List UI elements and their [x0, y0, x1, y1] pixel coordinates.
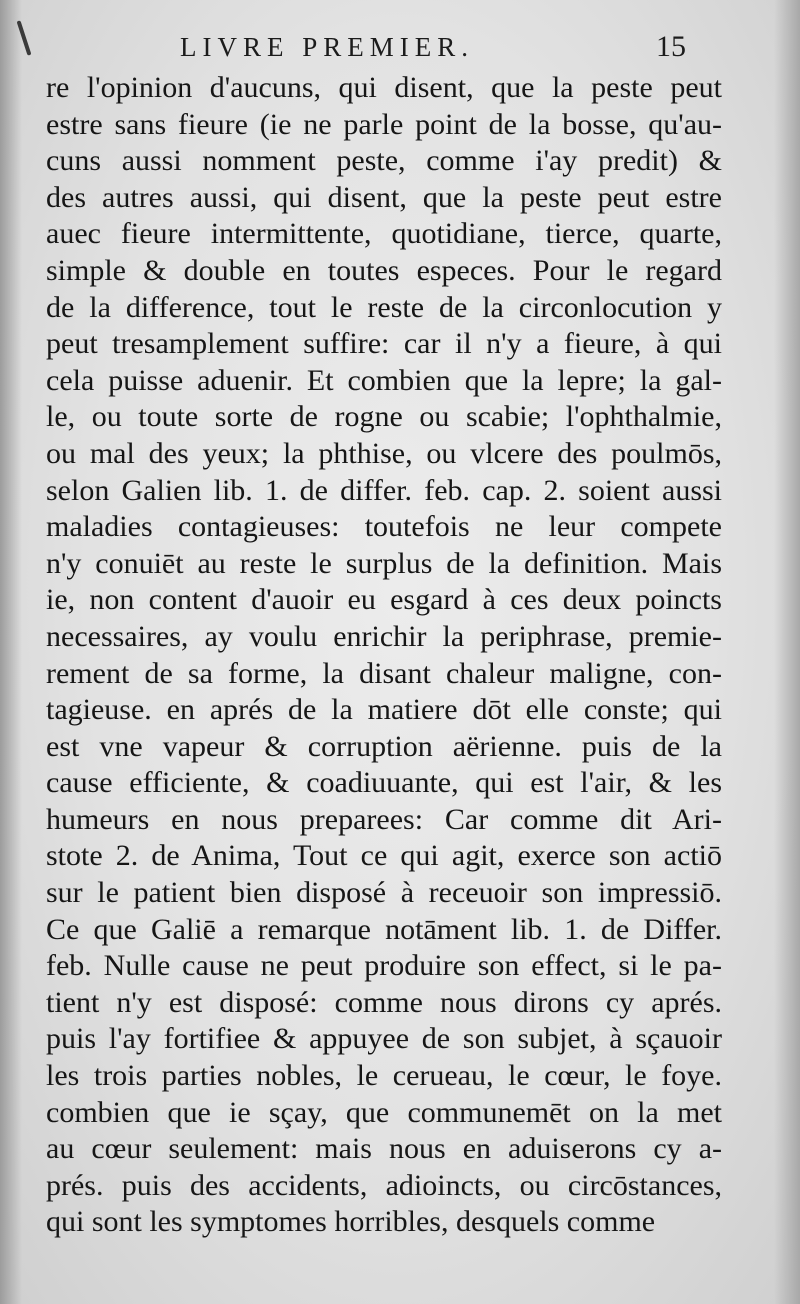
text-line: necessaires, ay voulu enrichir la periphrase, premie- [46, 619, 722, 653]
text-line: feb. Nulle cause ne peut produire son effect, si le pa- [46, 949, 722, 983]
text-line: tagieuse. en aprés de la matiere dōt elle conste; qui [46, 693, 722, 727]
text-line: re l'opinion d'aucuns, qui disent, que la peste peut [46, 71, 722, 104]
text-line: de la difference, tout le reste de la circonlocution y [46, 290, 722, 324]
running-title: LIVRE PREMIER. [180, 32, 475, 62]
text-line: simple & double en toutes especes. Pour le regard [46, 253, 722, 287]
body-text [46, 70, 722, 1241]
text-line: puis l'ay fortifiee & appuyee de son subjet, à sçauoir [46, 1022, 722, 1056]
text-line: les trois parties nobles, le cerueau, le cœur, le foye. [46, 1059, 722, 1093]
text-line: est vne vapeur & corruption aërienne. puis de la [46, 729, 722, 763]
text-line: combien que ie sçay, que communemēt on la met [46, 1095, 722, 1129]
page-shadow-left [0, 0, 22, 1304]
text-line: cuns aussi nomment peste, comme i'ay predit) & [46, 144, 722, 178]
text-line: rement de sa forme, la disant chaleur maligne, con- [46, 656, 722, 690]
text-line: cela puisse aduenir. Et combien que la lepre; la gal- [46, 363, 722, 397]
text-line: tient n'y est disposé: comme nous dirons cy aprés. [46, 985, 722, 1019]
text-line: stote 2. de Anima, Tout ce qui agit, exerce son actiō [46, 839, 722, 873]
text-line: estre sans fieure (ie ne parle point de la bosse, qu'au- [46, 107, 722, 141]
text-line: Ce que Galiē a remarque notāment lib. 1. de Differ. [46, 912, 722, 946]
page-shadow-right [774, 0, 800, 1304]
text-line: maladies contagieuses: toutefois ne leur compete [46, 510, 722, 544]
text-line: ie, non content d'auoir eu esgard à ces deux poincts [46, 583, 722, 617]
text-line: qui sont les symptomes horribles, desquels comme [46, 1205, 656, 1239]
text-line: cause efficiente, & coadiuuante, qui est l'air, & les [46, 766, 722, 800]
text-line: au cœur seulement: mais nous en aduiserons cy a- [46, 1132, 722, 1166]
page-number: 15 [656, 30, 686, 63]
text-line: sur le patient bien disposé à receuoir son impressiō. [46, 876, 722, 910]
text-line: prés. puis des accidents, adioincts, ou circōstances, [46, 1168, 722, 1202]
text-line: humeurs en nous preparees: Car comme dit Ari- [46, 802, 722, 836]
text-line: le, ou toute sorte de rogne ou scabie; l'ophthalmie, [46, 400, 722, 434]
text-line: auec fieure intermittente, quotidiane, tierce, quarte, [46, 217, 722, 251]
text-line: peut tresamplement suffire: car il n'y a fieure, à qui [46, 327, 722, 361]
text-line: n'y conuiēt au reste le surplus de la definition. Mais [46, 546, 722, 580]
text-line: des autres aussi, qui disent, que la peste peut estre [46, 180, 722, 214]
text-line: ou mal des yeux; la phthise, ou vlcere des poulmōs, [46, 436, 722, 470]
text-line: selon Galien lib. 1. de differ. feb. cap. 2. soient aussi [46, 473, 722, 507]
running-head [0, 30, 800, 66]
